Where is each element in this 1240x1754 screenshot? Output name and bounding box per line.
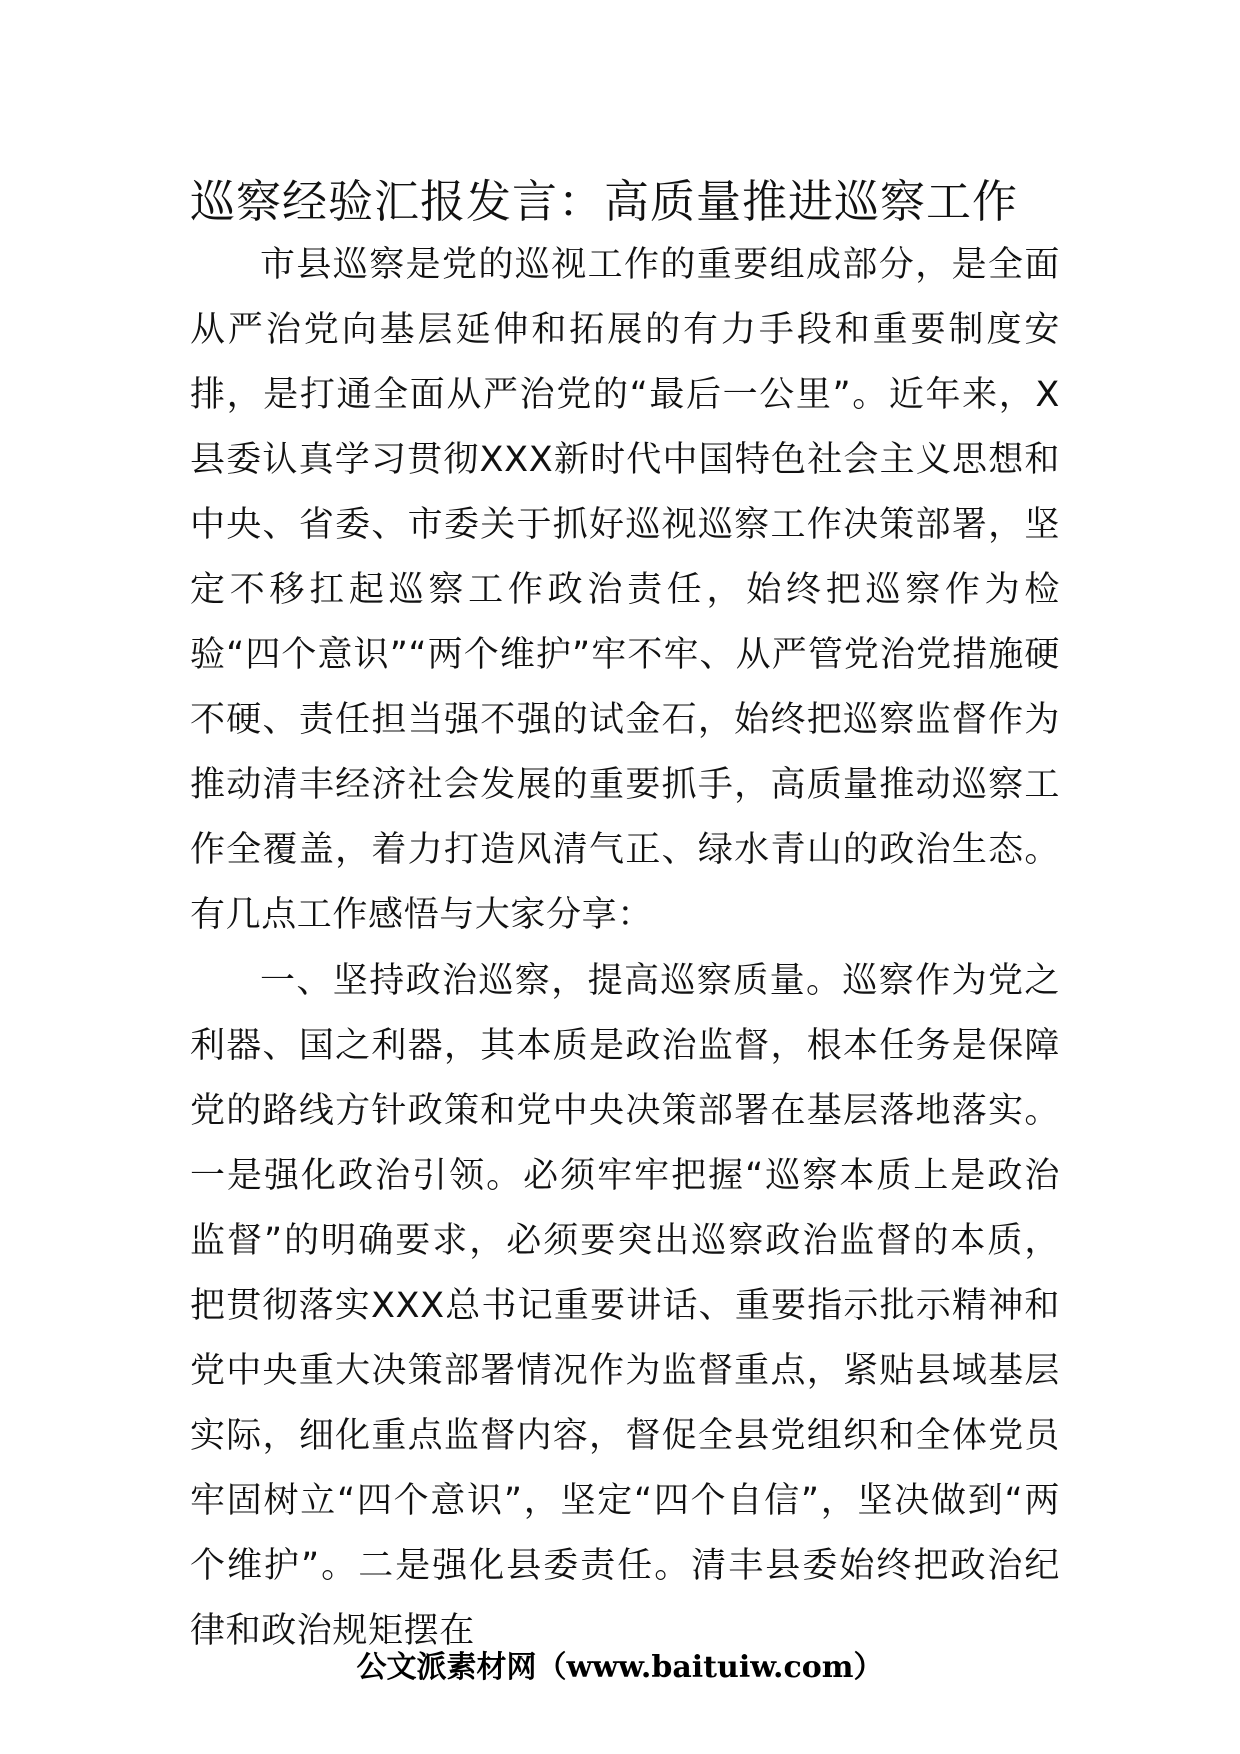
document-title: 巡察经验汇报发言：高质量推进巡察工作: [190, 175, 1019, 228]
paragraph-intro: 市县巡察是党的巡视工作的重要组成部分，是全面从严治党向基层延伸和拓展的有力手段和重要制度安排，是打通全面从严治党的“最后一公里”。近年来，X县委认真学习贯彻XXX新时代中国特色社会主义思想和中央、省委、市委关于抓好巡视巡察工作决策部署，坚定不移扛起巡察工作政治责任，始终把巡察作为检验“四个意识”“两个维护”牢不牢、从严管党治党措施硬不硬、责任担当强不强的试金石，始终把巡察监督作为推动清丰经济社会发展的重要抓手，高质量推动巡察工作全覆盖，着力打造风清气正、绿水青山的政治生态。有几点工作感悟与大家分享：: [190, 245, 1060, 935]
source-watermark: 公文派素材网（www.baituiw.com）: [356, 1650, 884, 1685]
paragraph-section-one: 一、坚持政治巡察，提高巡察质量。巡察作为党之利器、国之利器，其本质是政治监督，根本任务是保障党的路线方针政策和党中央决策部署在基层落地落实。一是强化政治引领。必须牢牢把握“巡察本质上是政治监督”的明确要求，必须要突出巡察政治监督的本质，把贯彻落实XXX总书记重要讲话、重要指示批示精神和党中央重大决策部署情况作为监督重点，紧贴县域基层实际，细化重点监督内容，督促全县党组织和全体党员牢固树立“四个意识”，坚定“四个自信”，坚决做到“两个维护”。二是强化县委责任。清丰县委始终把政治纪律和政治规矩摆在: [190, 961, 1060, 1651]
document-body: [190, 233, 1060, 1664]
